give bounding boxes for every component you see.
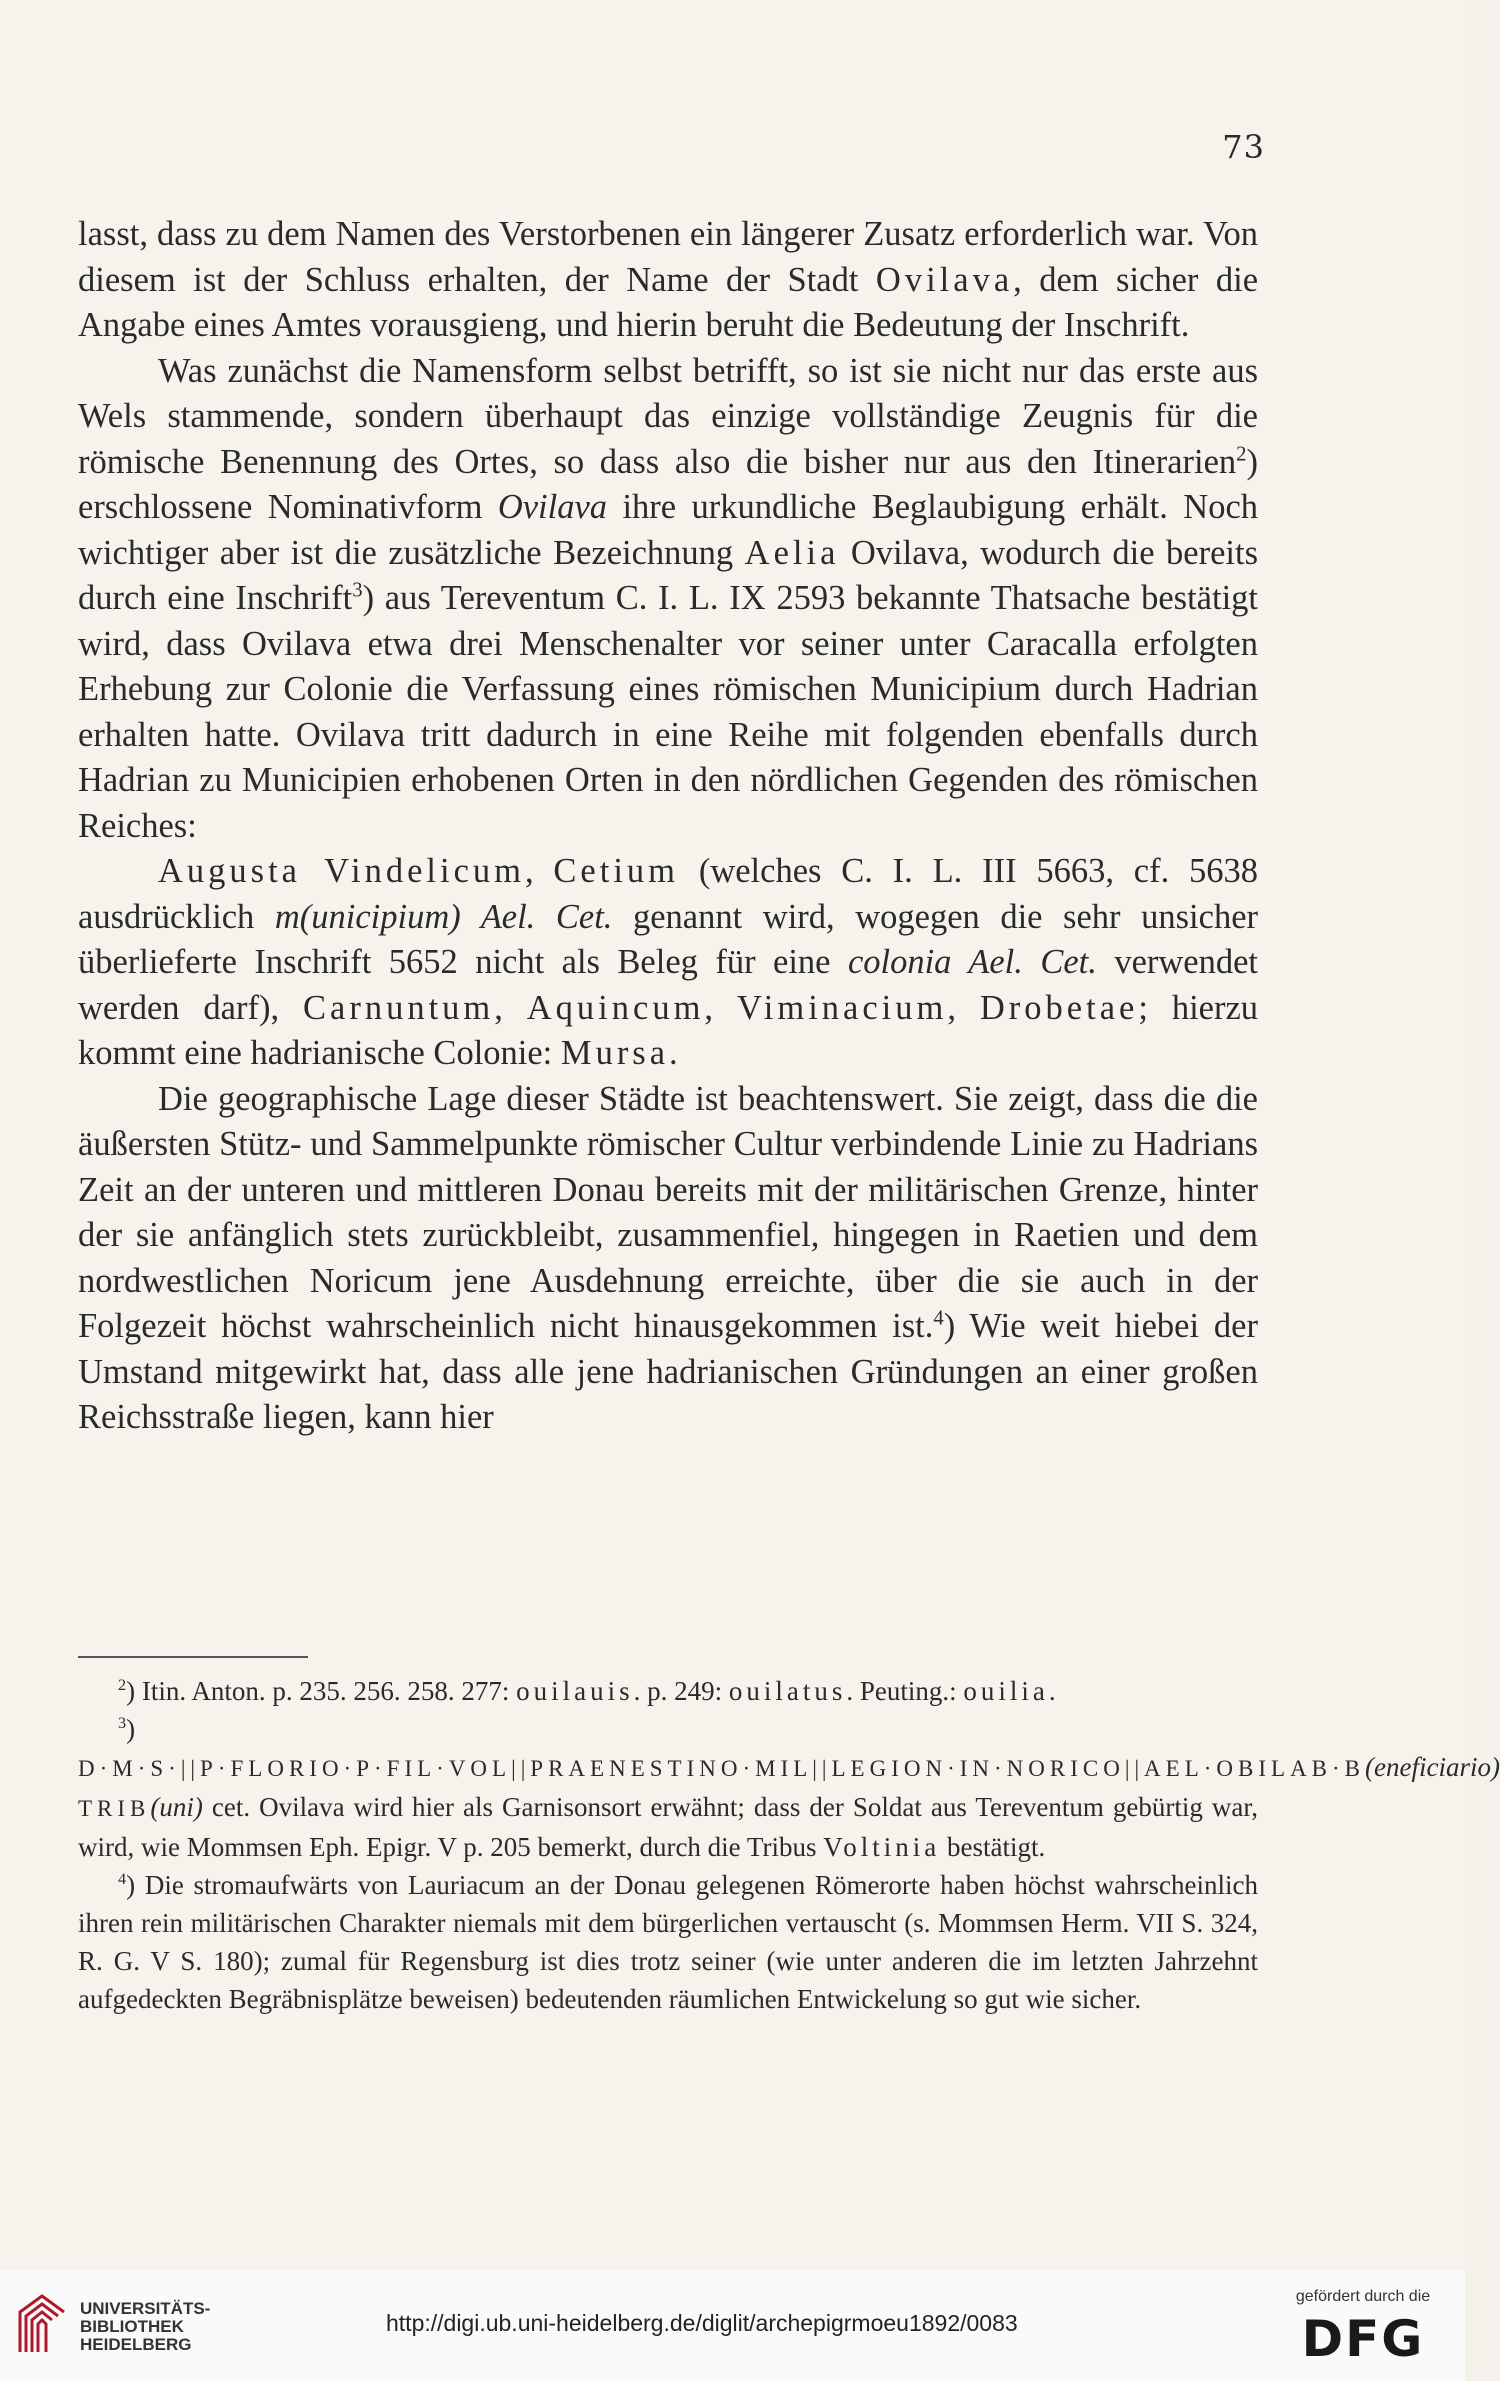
footnote-4: $^4$) Die stromaufwärts von Lauriacum an der Donau gelegenen Römerorte haben höchst wahrscheinlich ihren rein militärischen Charakter niemals mit dem bürgerlichen vertauscht (s. Mommsen Herm. VII S. 324, R. G. V S. 180); zumal für Regensburg ist dies trotz seiner (wie unter anderen die im letzten Jahrzehnt aufgedeckten Begräbnisplätze beweisen) bedeutenden räumlichen Entwickelung so gut wie sicher. bbox=[78, 1870, 1258, 2014]
footnote-divider bbox=[78, 1656, 308, 1658]
footnote-ref-3: 3 bbox=[352, 579, 363, 602]
library-logo-icon bbox=[14, 2292, 70, 2356]
permalink-url[interactable]: http://digi.ub.uni-heidelberg.de/diglit/archepigrmoeu1892/0083 bbox=[386, 2310, 1018, 2336]
footnote-ref-4: 4 bbox=[933, 1307, 944, 1330]
paragraph-4: Die geographische Lage dieser Städte ist beachtenswert. Sie zeigt, dass die die äußersten Stütz- und Sammelpunkte römischer Cultur verbindende Linie zu Hadrians Zeit an der unteren und mittleren Donau bereits mit der militärischen Grenze, hinter der sie anfänglich stets zurückbleibt, zusammenfiel, hingegen in Raetien und dem nordwestlichen Noricum jene Ausdehnung erreichte, über die sie auch in der Folgezeit höchst wahrscheinlich nicht hinausgekommen ist.$^4$) Wie weit hiebei der Umstand mitgewirkt hat, dass alle jene hadrianischen Gründungen an einer großen Reichsstraße liegen, kann hier bbox=[78, 1079, 1258, 1436]
paragraph-3: Augusta Vindelicum, Cetium (welches C. I. L. III 5663, cf. 5638 ausdrücklich m(unicipium) Ael. Cet. genannt wird, wogegen die sehr unsicher überlieferte Inschrift 5652 nicht als Beleg für eine colonia Ael. Cet. verwendet werden darf), Carnuntum, Aquincum, Viminacium, Drobetae; hierzu kommt eine hadrianische Colonie: Mursa. bbox=[78, 852, 1259, 1072]
page-number: 73 bbox=[1222, 128, 1265, 166]
footnotes bbox=[78, 1672, 1500, 2018]
footer-bar bbox=[0, 2270, 1465, 2381]
footnote-3: $^3$) D·M·S·||P·FLORIO·P·FIL·VOL||PRAENESTINO·MIL||LEGION·IN·NORICO||AEL·OBILAB·B(eneficiario) TRIB(uni) cet. Ovilava wird hier als Garnisonsort erwähnt; dass der Soldat aus Tereventum gebürtig war, wird, wie Mommsen Eph. Epigr. V p. 205 bemerkt, durch die Tribus Voltinia bestätigt. bbox=[78, 1714, 1500, 1862]
footnote-2: $^2$) Itin. Anton. p. 235. 256. 258. 277: ouilauis. p. 249: ouilatus. Peuting.: ouilia. bbox=[118, 1676, 1056, 1706]
library-name: UNIVERSITÄTS- BIBLIOTHEK HEIDELBERG bbox=[80, 2299, 211, 2354]
footnote-ref-2: 2 bbox=[1236, 443, 1247, 465]
paragraph-2: Was zunächst die Namensform selbst betrifft, so ist sie nicht nur das erste aus Wels stammende, sondern überhaupt das einzige vollständige Zeugnis für die römische Benennung des Ortes, so dass also die bisher nur aus den Itinerarien$^2$) erschlossene Nominativform Ovilava ihre urkundliche Beglaubigung erhält. Noch wichtiger aber ist die zusätzliche Bezeichnung Aelia Ovilava, wodurch die bereits durch eine Inschrift$^3$) aus Tereventum C. I. L. IX 2593 bekannte Thatsache bestätigt wird, dass Ovilava etwa drei Menschenalter vor seiner unter Caracalla erfolgten Erhebung zur Colonie die Verfassung eines römischen Municipium durch Hadrian erhalten hatte. Ovilava tritt dadurch in eine Reihe mit folgenden ebenfalls durch Hadrian zu Municipien erhobenen Orten in den nördlichen Gegenden des römischen Reiches: bbox=[78, 351, 1259, 845]
dfg-credit: gefördert durch die DFG bbox=[1283, 2288, 1443, 2368]
body-text bbox=[78, 212, 1258, 1441]
dfg-logo: DFG bbox=[1301, 2310, 1425, 2368]
paragraph-1: lasst, dass zu dem Namen des Verstorbenen ein längerer Zusatz erforderlich war. Von diesem ist der Schluss erhalten, der Name der Stadt Ovilava, dem sicher die Angabe eines Amtes vorausgieng, und hierin beruht die Bedeutung der Inschrift. bbox=[78, 215, 1259, 344]
